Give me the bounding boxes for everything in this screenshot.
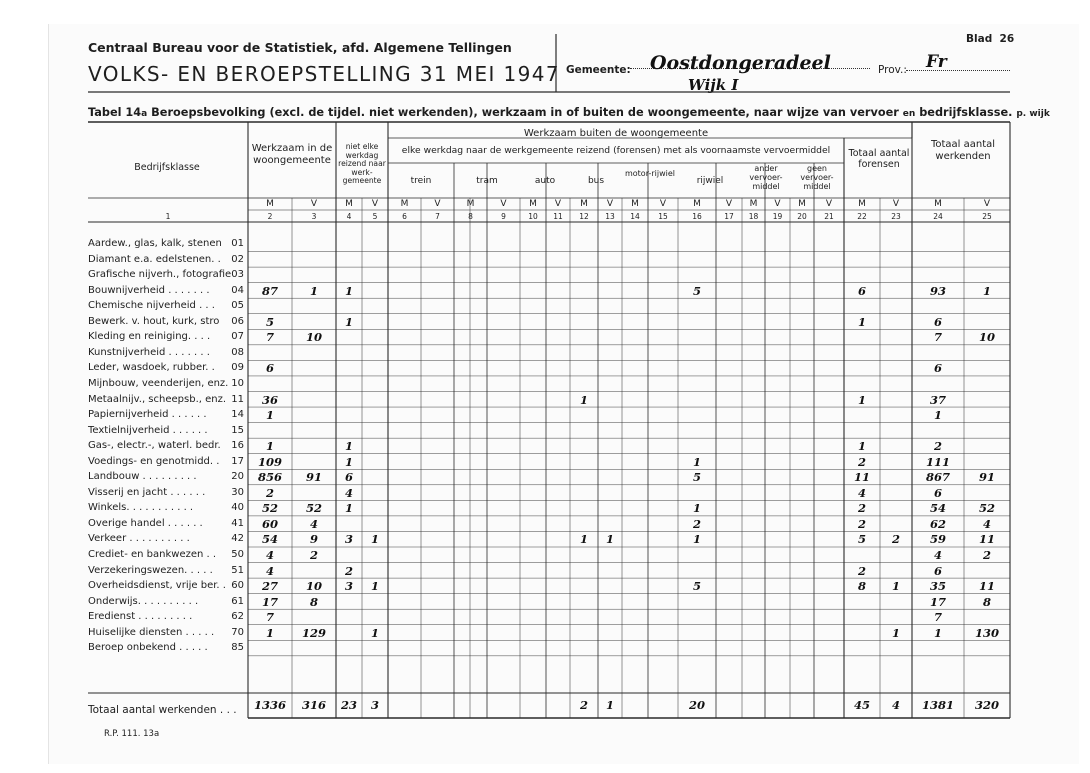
gender-header-col-11: V xyxy=(554,199,562,209)
cell-value: 1 xyxy=(933,625,942,640)
gender-header-col-2: M xyxy=(266,199,274,209)
cell-value: 11 xyxy=(853,470,870,485)
row-code: 85 xyxy=(231,642,244,654)
cell-value: 1 xyxy=(933,408,942,423)
cell-value: 27 xyxy=(261,579,278,594)
gender-header-col-19: V xyxy=(774,199,781,209)
cell-value: 1 xyxy=(370,579,379,594)
cell-value: 2 xyxy=(692,516,701,531)
row-code: 60 xyxy=(231,580,244,592)
row-label: Eredienst . . . . . . . . . xyxy=(88,611,193,623)
cell-value: 1 xyxy=(309,283,318,298)
row-label: Overige handel . . . . . . xyxy=(88,517,203,529)
cell-value: 6 xyxy=(265,361,274,376)
census-title: VOLKS- EN BEROEPSTELLING 31 MEI 1947 xyxy=(88,62,561,86)
cell-value: 867 xyxy=(925,470,950,485)
cell-value: 2 xyxy=(982,548,991,562)
row-label: Kunstnijverheid . . . . . . . xyxy=(88,346,210,358)
wijk-value: Wijk I xyxy=(688,76,739,94)
total-cell-value: 45 xyxy=(853,698,870,712)
mode-header-4: bus xyxy=(587,176,605,186)
row-code: 08 xyxy=(231,346,244,358)
row-code: 01 xyxy=(231,238,244,249)
row-code: 15 xyxy=(231,424,244,436)
mode-header-8: geen vervoer-middel xyxy=(800,164,834,192)
cell-value: 1 xyxy=(857,439,866,454)
column-number-21: 21 xyxy=(824,212,834,221)
cell-value: 7 xyxy=(265,610,274,625)
row-label: Mijnbouw, veenderijen, enz. xyxy=(88,377,229,389)
gender-header-col-8: M xyxy=(466,199,475,209)
cell-value: 7 xyxy=(933,610,942,625)
gender-header-col-4: M xyxy=(345,199,353,209)
cell-value: 1 xyxy=(370,625,379,640)
cell-value: 91 xyxy=(978,470,995,485)
cell-value: 1 xyxy=(891,625,900,640)
header-bedrijfsklasse: Bedrijfsklasse xyxy=(134,162,200,173)
cell-value: 1 xyxy=(344,501,353,516)
gender-header-col-25: V xyxy=(983,199,991,209)
mode-header-1: trein xyxy=(410,176,432,186)
cell-value: 60 xyxy=(261,516,278,531)
gemeente-value: Oostdongeradeel xyxy=(650,52,831,74)
row-code: 06 xyxy=(231,315,244,327)
row-label: Crediet- en bankwezen . . xyxy=(88,549,217,560)
table-title-text: Beroepsbevolking (excl. de tijdel. niet werkenden), werkzaam in of buiten de woongemeente, naar wijze van vervoer xyxy=(151,106,899,119)
cell-value: 2 xyxy=(857,501,866,516)
mode-header-2: tram xyxy=(476,176,498,186)
cell-value: 91 xyxy=(305,470,322,485)
cell-value: 111 xyxy=(925,454,950,469)
total-cell-value: 1336 xyxy=(253,698,286,712)
cell-value: 1 xyxy=(579,392,588,407)
row-label: Textielnijverheid . . . . . . xyxy=(88,424,208,436)
cell-value: 1 xyxy=(891,579,900,594)
cell-value: 2 xyxy=(857,563,866,578)
cell-value: 4 xyxy=(857,485,866,500)
cell-value: 5 xyxy=(692,283,701,298)
cell-value: 4 xyxy=(265,563,274,578)
cell-value: 1 xyxy=(344,314,353,329)
header-werkzaam-in: Werkzaam in de woongemeente xyxy=(251,143,333,166)
column-number-8: 8 xyxy=(468,212,473,221)
column-number-7: 7 xyxy=(435,212,440,221)
row-label: Bewerk. v. hout, kurk, stro xyxy=(88,315,220,327)
cell-value: 109 xyxy=(257,454,282,469)
cell-value: 6 xyxy=(933,485,942,500)
column-number-14: 14 xyxy=(630,212,640,221)
total-cell-value: 2 xyxy=(579,698,588,712)
cell-value: 7 xyxy=(933,330,942,345)
cell-value: 52 xyxy=(978,501,995,516)
gender-header-col-23: V xyxy=(892,199,900,209)
cell-value: 6 xyxy=(933,563,942,578)
cell-value: 1 xyxy=(344,454,353,469)
row-code: 10 xyxy=(231,377,244,389)
row-code: 07 xyxy=(231,331,244,343)
row-code: 41 xyxy=(231,517,244,529)
cell-value: 35 xyxy=(929,579,946,594)
gender-header-col-22: M xyxy=(858,199,866,209)
row-label: Kleding en reiniging. . . . xyxy=(88,331,211,343)
cell-value: 2 xyxy=(265,485,274,500)
cell-value: 856 xyxy=(257,470,282,485)
cell-value: 1 xyxy=(344,439,353,454)
column-number-10: 10 xyxy=(528,212,538,221)
table-title-suffix-2: p. wijk xyxy=(1016,109,1050,119)
cell-value: 1 xyxy=(370,532,379,547)
header-elke-werkdag: elke werkdag naar de werkgemeente reizend (forensen) met als voornaamste vervoermiddel xyxy=(401,145,831,156)
cell-value: 54 xyxy=(929,501,946,516)
cell-value: 52 xyxy=(305,501,322,516)
blad-number: 26 xyxy=(999,33,1015,45)
cell-value: 1 xyxy=(692,501,701,516)
gender-header-col-3: V xyxy=(310,199,318,209)
total-cell-value: 20 xyxy=(688,698,705,712)
cell-value: 5 xyxy=(692,579,701,594)
gender-header-col-16: M xyxy=(693,199,701,209)
row-code: 16 xyxy=(231,440,244,452)
row-label: Verzekeringswezen. . . . . xyxy=(88,564,213,576)
row-code: 51 xyxy=(231,564,244,576)
column-number-9: 9 xyxy=(501,212,506,221)
header-buiten: Werkzaam buiten de woongemeente xyxy=(523,128,709,139)
cell-value: 1 xyxy=(857,314,866,329)
mode-header-6: rijwiel xyxy=(696,176,724,186)
cell-value: 1 xyxy=(605,532,614,547)
table-title-insert: en xyxy=(902,109,916,119)
row-label: Onderwijs. . . . . . . . . . xyxy=(88,595,199,607)
row-label: Diamant e.a. edelstenen. . xyxy=(88,253,221,265)
row-label: Visserij en jacht . . . . . . xyxy=(88,486,206,498)
row-code: 14 xyxy=(231,409,244,421)
gender-header-col-21: V xyxy=(825,199,833,209)
cell-value: 5 xyxy=(857,532,866,547)
row-label: Aardew., glas, kalk, stenen xyxy=(88,238,222,249)
total-cell-value: 3 xyxy=(370,698,379,712)
column-number-11: 11 xyxy=(553,212,563,221)
cell-value: 6 xyxy=(933,361,942,376)
column-number-19: 19 xyxy=(772,212,783,221)
row-label: Papiernijverheid . . . . . . xyxy=(88,409,207,421)
cell-value: 59 xyxy=(929,532,946,547)
header-niet-elke-werkdag: niet elke werkdag reizend naar werk-gemeente xyxy=(338,142,386,185)
mode-header-3: auto xyxy=(534,176,556,186)
total-cell-value: 4 xyxy=(891,698,900,712)
cell-value: 17 xyxy=(929,594,946,609)
total-row-label: Totaal aantal werkenden . . . xyxy=(88,704,237,716)
cell-value: 10 xyxy=(978,330,995,345)
row-code: 17 xyxy=(231,455,244,467)
row-label: Gas-, electr.-, waterl. bedr. xyxy=(88,440,221,452)
table-number-insert: a xyxy=(141,109,148,119)
column-number-1: 1 xyxy=(165,212,171,221)
cell-value: 2 xyxy=(891,532,900,547)
cell-value: 1 xyxy=(265,408,274,423)
row-label: Chemische nijverheid . . . xyxy=(88,300,215,312)
cell-value: 36 xyxy=(261,392,278,407)
cell-value: 8 xyxy=(982,594,991,609)
cell-value: 130 xyxy=(974,625,999,640)
row-code: 04 xyxy=(231,284,244,296)
column-number-6: 6 xyxy=(402,212,407,221)
header-totaal-werkenden: Totaal aantal werkenden xyxy=(930,139,996,162)
cell-value: 54 xyxy=(261,532,278,547)
cell-value: 87 xyxy=(261,283,278,298)
cell-value: 8 xyxy=(309,594,318,609)
gender-header-col-14: M xyxy=(631,199,639,209)
cell-value: 2 xyxy=(857,516,866,531)
prov-value: Fr xyxy=(926,52,947,72)
row-code: 02 xyxy=(231,253,244,265)
mode-header-5: motor-rijwiel xyxy=(624,169,676,178)
column-number-12: 12 xyxy=(579,212,589,221)
row-label: Winkels. . . . . . . . . . . xyxy=(88,502,194,514)
cell-value: 7 xyxy=(265,330,274,345)
column-number-18: 18 xyxy=(748,212,759,221)
row-code: 61 xyxy=(231,595,244,607)
cell-value: 1 xyxy=(692,532,701,547)
row-label: Bouwnijverheid . . . . . . . xyxy=(88,284,210,296)
form-code: R.P. 111. 13a xyxy=(104,729,160,739)
cell-value: 1 xyxy=(692,454,701,469)
row-code: 50 xyxy=(231,549,244,560)
column-number-22: 22 xyxy=(857,212,867,221)
row-label: Landbouw . . . . . . . . . xyxy=(88,471,197,483)
cell-value: 52 xyxy=(261,501,278,516)
table-title-suffix: bedrijfsklasse. xyxy=(919,106,1013,119)
total-cell-value: 1 xyxy=(605,698,614,712)
row-code: 40 xyxy=(231,502,244,514)
row-label: Voedings- en genotmidd. . xyxy=(88,455,220,467)
cell-value: 2 xyxy=(933,439,942,454)
cell-value: 1 xyxy=(265,625,274,640)
gender-header-col-10: M xyxy=(529,199,537,209)
bureau-name: Centraal Bureau voor de Statistiek, afd. Algemene Tellingen xyxy=(88,40,512,55)
cell-value: 129 xyxy=(301,625,326,640)
cell-value: 10 xyxy=(305,330,322,345)
cell-value: 4 xyxy=(982,516,991,531)
column-number-4: 4 xyxy=(346,212,352,221)
cell-value: 3 xyxy=(344,532,353,547)
total-cell-value: 1381 xyxy=(921,698,954,712)
row-label: Leder, wasdoek, rubber. . xyxy=(88,362,215,374)
column-number-2: 2 xyxy=(267,212,273,221)
column-number-3: 3 xyxy=(311,212,317,221)
row-code: 30 xyxy=(231,486,244,498)
cell-value: 9 xyxy=(309,532,318,547)
column-number-24: 24 xyxy=(933,212,943,221)
cell-value: 1 xyxy=(982,283,991,298)
row-code: 70 xyxy=(231,626,244,638)
total-cell-value: 320 xyxy=(974,698,999,712)
cell-value: 2 xyxy=(309,548,318,562)
cell-value: 37 xyxy=(929,392,946,407)
row-code: 05 xyxy=(231,300,244,312)
row-label: Beroep onbekend . . . . . xyxy=(88,642,208,654)
row-label: Grafische nijverh., fotografie xyxy=(88,269,232,281)
cell-value: 11 xyxy=(978,532,995,547)
blad-label: Blad xyxy=(966,33,993,45)
cell-value: 10 xyxy=(305,579,322,594)
gender-header-col-7: V xyxy=(434,199,441,209)
column-number-17: 17 xyxy=(724,212,734,221)
column-number-16: 16 xyxy=(692,212,702,221)
gender-header-col-12: M xyxy=(580,199,588,209)
cell-value: 1 xyxy=(579,532,588,547)
row-code: 11 xyxy=(231,393,244,405)
cell-value: 5 xyxy=(692,470,701,485)
gemeente-label: Gemeente: xyxy=(566,64,631,76)
column-number-13: 13 xyxy=(605,212,615,221)
mode-header-7: ander vervoer-middel xyxy=(749,164,783,192)
cell-value: 17 xyxy=(261,594,278,609)
row-code: 03 xyxy=(231,269,244,281)
total-cell-value: 316 xyxy=(301,698,326,712)
cell-value: 6 xyxy=(857,283,866,298)
table-number: Tabel 14 xyxy=(88,106,142,119)
row-code: 09 xyxy=(231,362,244,374)
gender-header-col-13: V xyxy=(606,199,614,209)
cell-value: 2 xyxy=(344,563,353,578)
cell-value: 5 xyxy=(265,314,274,329)
row-label: Metaalnijv., scheepsb., enz. xyxy=(88,393,227,405)
column-number-15: 15 xyxy=(658,212,668,221)
row-label: Verkeer . . . . . . . . . . xyxy=(88,533,190,545)
total-cell-value: 23 xyxy=(340,698,357,712)
gender-header-col-6: M xyxy=(400,199,409,209)
header-totaal-forensen: Totaal aantal forensen xyxy=(848,148,910,170)
gender-header-col-18: M xyxy=(749,199,758,209)
cell-value: 8 xyxy=(857,579,866,594)
row-code: 20 xyxy=(231,471,244,483)
column-number-20: 20 xyxy=(797,212,807,221)
row-label: Huiselijke diensten . . . . . xyxy=(88,626,215,638)
cell-value: 4 xyxy=(933,548,942,562)
column-number-25: 25 xyxy=(982,212,992,221)
row-label: Overheidsdienst, vrije ber. . xyxy=(88,580,226,592)
cell-value: 2 xyxy=(857,454,866,469)
gender-header-col-17: V xyxy=(725,199,733,209)
cell-value: 1 xyxy=(344,283,353,298)
cell-value: 6 xyxy=(933,314,942,329)
gender-header-col-15: V xyxy=(659,199,667,209)
cell-value: 1 xyxy=(265,439,274,454)
cell-value: 11 xyxy=(978,579,995,594)
prov-label: Prov.: xyxy=(878,64,907,76)
cell-value: 4 xyxy=(265,548,274,562)
gender-header-col-24: M xyxy=(934,199,942,209)
cell-value: 3 xyxy=(344,579,353,594)
row-code: 62 xyxy=(231,611,244,623)
cell-value: 6 xyxy=(344,470,353,485)
gender-header-col-20: M xyxy=(798,199,806,209)
cell-value: 4 xyxy=(344,485,353,500)
row-code: 42 xyxy=(231,533,244,545)
cell-value: 4 xyxy=(309,516,318,531)
gender-header-col-9: V xyxy=(500,199,507,209)
cell-value: 62 xyxy=(929,516,946,531)
cell-value: 93 xyxy=(929,283,946,298)
column-number-23: 23 xyxy=(891,212,901,221)
gender-header-col-5: V xyxy=(371,199,379,209)
cell-value: 1 xyxy=(857,392,866,407)
column-number-5: 5 xyxy=(372,212,378,221)
